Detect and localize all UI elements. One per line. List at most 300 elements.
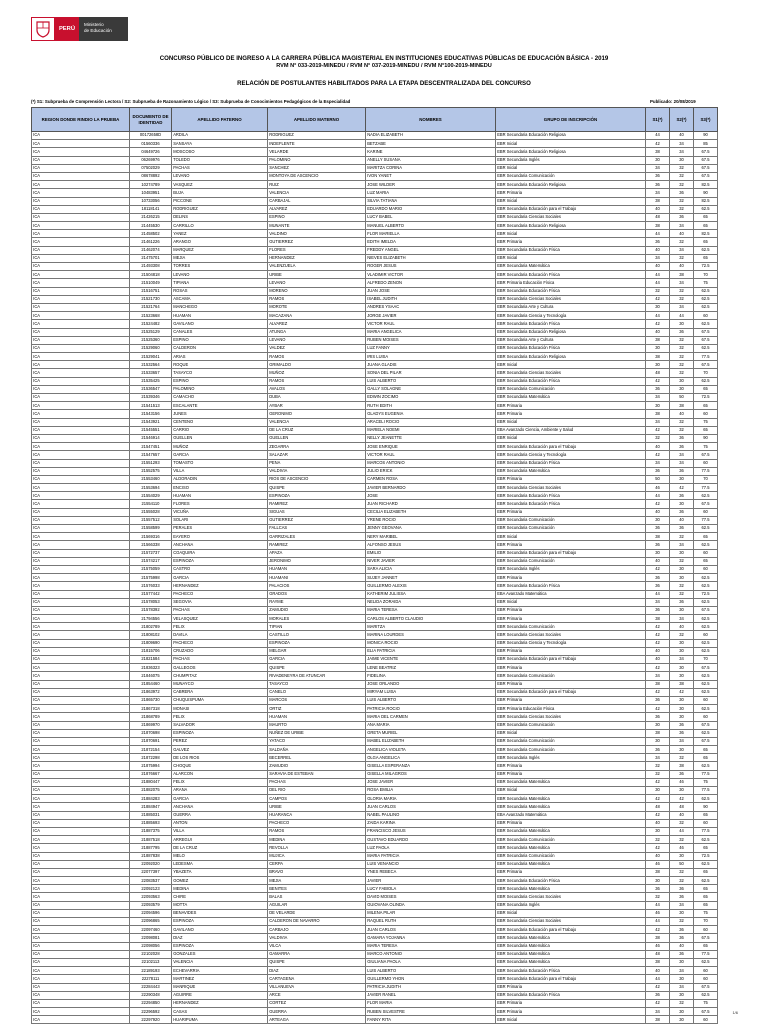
paternal-surname-cell: VELASQUEZ: [172, 615, 268, 623]
table-row: [32, 377, 718, 385]
maternal-surname-cell: ALVAREZ: [268, 205, 366, 213]
s2-cell: 40: [670, 132, 694, 140]
col-s3: S3(*): [694, 108, 718, 132]
table-row: [32, 672, 718, 680]
s3-cell: 82.5: [694, 197, 718, 205]
paternal-surname-cell: MUÑOZ: [172, 443, 268, 451]
document-cell: 21880447: [130, 778, 172, 786]
names-cell: LUZ MARIA: [366, 189, 496, 197]
group-cell: EBR Primaria: [496, 410, 646, 418]
s1-cell: 32: [646, 770, 670, 778]
names-cell: JORGE JAVIER: [366, 312, 496, 320]
region-cell: ICA: [32, 606, 130, 614]
group-cell: EBA Avanzado Ciencia, Ambiente y Salud: [496, 426, 646, 434]
group-cell: EBR Primaria: [496, 1008, 646, 1016]
s3-cell: 62.5: [694, 639, 718, 647]
table-row: [32, 664, 718, 672]
table-row: [32, 574, 718, 582]
maternal-surname-cell: GARCIA: [268, 656, 366, 664]
names-cell: GRETA MURIEL: [366, 729, 496, 737]
table-row: [32, 909, 718, 917]
s2-cell: 36: [670, 721, 694, 729]
document-cell: 22284443: [130, 983, 172, 991]
group-cell: EBR Secundaria Educación Física: [496, 500, 646, 508]
paternal-surname-cell: FELIX: [172, 713, 268, 721]
s1-cell: 40: [646, 819, 670, 827]
group-cell: EBR Secundaria Educación Física: [496, 492, 646, 500]
group-cell: EBR Secundaria Educación Física: [496, 287, 646, 295]
maternal-surname-cell: DUBA: [268, 394, 366, 402]
s3-cell: 75: [694, 279, 718, 287]
names-cell: JAVIER: [366, 877, 496, 885]
document-cell: 21854460: [130, 680, 172, 688]
maternal-surname-cell: VALENCIA: [268, 189, 366, 197]
paternal-surname-cell: ARIAS: [172, 353, 268, 361]
names-cell: EDITH IMELDA: [366, 238, 496, 246]
maternal-surname-cell: VALENCIA: [268, 418, 366, 426]
group-cell: EBR Secundaria Arte y Cultura: [496, 336, 646, 344]
table-row: [32, 303, 718, 311]
s3-cell: 70: [694, 271, 718, 279]
s2-cell: 30: [670, 606, 694, 614]
maternal-surname-cell: MORALES: [268, 615, 366, 623]
table-row: [32, 860, 718, 868]
document-cell: 18118141: [130, 205, 172, 213]
s2-cell: 48: [670, 803, 694, 811]
table-row: [32, 451, 718, 459]
table-row: [32, 942, 718, 950]
region-cell: ICA: [32, 672, 130, 680]
s3-cell: 60: [694, 1016, 718, 1024]
region-cell: ICA: [32, 942, 130, 950]
s3-cell: 65: [694, 402, 718, 410]
names-cell: FREDDY ANGEL: [366, 246, 496, 254]
s3-cell: 77.5: [694, 770, 718, 778]
s2-cell: 34: [670, 541, 694, 549]
group-cell: EBR Secundaria Comunicación: [496, 721, 646, 729]
s3-cell: 65: [694, 811, 718, 819]
names-cell: FANNY RITA: [366, 1016, 496, 1024]
group-cell: EBR Secundaria Matemática: [496, 885, 646, 893]
s1-cell: 44: [646, 279, 670, 287]
s2-cell: 30: [670, 320, 694, 328]
s1-cell: 42: [646, 377, 670, 385]
names-cell: ANDRES YSAAC: [366, 303, 496, 311]
document-cell: 21802789: [130, 623, 172, 631]
region-cell: ICA: [32, 565, 130, 573]
maternal-surname-cell: BRAVO: [268, 868, 366, 876]
s2-cell: 32: [670, 361, 694, 369]
paternal-surname-cell: CARRILLO: [172, 222, 268, 230]
document-cell: 21870698: [130, 729, 172, 737]
col-inscription-group: GRUPO DE INSCRIPCIÓN: [496, 108, 646, 132]
s1-cell: 30: [646, 787, 670, 795]
s2-cell: 40: [670, 516, 694, 524]
region-cell: ICA: [32, 623, 130, 631]
s2-cell: 30: [670, 713, 694, 721]
maternal-surname-cell: VELARDE: [268, 148, 366, 156]
names-cell: SUJEY JANNET: [366, 574, 496, 582]
group-cell: EBR Secundaria Comunicación: [496, 852, 646, 860]
paternal-surname-cell: PACHECO: [172, 590, 268, 598]
maternal-surname-cell: MUJICA: [268, 852, 366, 860]
names-cell: GUILLERMO ALEXIS: [366, 582, 496, 590]
names-cell: BETZABE: [366, 140, 496, 148]
s3-cell: 67.5: [694, 451, 718, 459]
s2-cell: 30: [670, 696, 694, 704]
table-row: [32, 1008, 718, 1016]
s1-cell: 42: [646, 565, 670, 573]
s3-cell: 65: [694, 746, 718, 754]
names-cell: JAVIER RANEL: [366, 991, 496, 999]
paternal-surname-cell: GARCIA: [172, 795, 268, 803]
maternal-surname-cell: TASAYCO: [268, 680, 366, 688]
logo-ministry-block: [79, 17, 128, 41]
s2-cell: 32: [670, 918, 694, 926]
s1-cell: 44: [646, 492, 670, 500]
s1-cell: 42: [646, 999, 670, 1007]
document-cell: 21554029: [130, 492, 172, 500]
names-cell: LENE BEATRIZ: [366, 664, 496, 672]
col-s1: S1(*): [646, 108, 670, 132]
names-cell: ANGELICA VIOLETA: [366, 746, 496, 754]
paternal-surname-cell: VASQUEZ: [172, 181, 268, 189]
group-cell: EBR Secundaria Inglés: [496, 754, 646, 762]
document-cell: 21809690: [130, 639, 172, 647]
document-cell: 21547657: [130, 451, 172, 459]
maternal-surname-cell: MACAZANA: [268, 312, 366, 320]
table-row: [32, 926, 718, 934]
maternal-surname-cell: MORENO: [268, 287, 366, 295]
region-cell: ICA: [32, 369, 130, 377]
region-cell: ICA: [32, 410, 130, 418]
s2-cell: 30: [670, 377, 694, 385]
document-cell: 21578053: [130, 598, 172, 606]
s1-cell: 42: [646, 844, 670, 852]
document-cell: 21846075: [130, 672, 172, 680]
s3-cell: 62.5: [694, 762, 718, 770]
names-cell: KARINE: [366, 148, 496, 156]
group-cell: EBA Avanzado Matemática: [496, 590, 646, 598]
document-cell: 21574217: [130, 557, 172, 565]
region-cell: ICA: [32, 885, 130, 893]
paternal-surname-cell: CENTENO: [172, 418, 268, 426]
s1-cell: 40: [646, 508, 670, 516]
group-cell: EBR Secundaria Educación para el Trabajo: [496, 549, 646, 557]
group-cell: EBR Secundaria Ciencia y Tecnología: [496, 639, 646, 647]
paternal-surname-cell: CRUZADO: [172, 647, 268, 655]
s1-cell: 40: [646, 967, 670, 975]
paternal-surname-cell: HERNANDEZ: [172, 999, 268, 1007]
s2-cell: 32: [670, 557, 694, 565]
s2-cell: 40: [670, 942, 694, 950]
s1-cell: 42: [646, 295, 670, 303]
s2-cell: 40: [670, 263, 694, 271]
s2-cell: 30: [670, 1016, 694, 1024]
table-row: [32, 991, 718, 999]
region-cell: ICA: [32, 811, 130, 819]
names-cell: NERY MARIBEL: [366, 533, 496, 541]
document-cell: 21808102: [130, 631, 172, 639]
group-cell: EBR Primaria: [496, 238, 646, 246]
table-row: [32, 696, 718, 704]
paternal-surname-cell: ESPINO: [172, 377, 268, 385]
names-cell: YNES REBECA: [366, 868, 496, 876]
maternal-surname-cell: HUAMAN: [268, 713, 366, 721]
s2-cell: 36: [670, 443, 694, 451]
group-cell: EBR Secundaria Comunicación: [496, 672, 646, 680]
maternal-surname-cell: BECERREL: [268, 754, 366, 762]
names-cell: GISELLA MILAGROS: [366, 770, 496, 778]
names-cell: ROSA EMILIA: [366, 787, 496, 795]
maternal-surname-cell: VILLANUEVA: [268, 983, 366, 991]
s2-cell: 40: [670, 410, 694, 418]
region-cell: ICA: [32, 394, 130, 402]
document-cell: 21557512: [130, 516, 172, 524]
paternal-surname-cell: GUELLEN: [172, 434, 268, 442]
group-cell: EBR Secundaria Educación para el Trabajo: [496, 926, 646, 934]
document-cell: 21887518: [130, 836, 172, 844]
group-cell: EBR Primaria: [496, 664, 646, 672]
region-cell: ICA: [32, 500, 130, 508]
s2-cell: 30: [670, 639, 694, 647]
group-cell: EBR Primaria: [496, 983, 646, 991]
table-row: [32, 140, 718, 148]
s3-cell: 65: [694, 222, 718, 230]
document-cell: 21547451: [130, 443, 172, 451]
s3-cell: 60: [694, 312, 718, 320]
s1-cell: 32: [646, 893, 670, 901]
table-row: [32, 533, 718, 541]
table-row: [32, 934, 718, 942]
region-cell: ICA: [32, 729, 130, 737]
table-row: [32, 500, 718, 508]
s1-cell: 42: [646, 320, 670, 328]
maternal-surname-cell: TIPIAN: [268, 623, 366, 631]
group-cell: EBA Avanzado Matemática: [496, 811, 646, 819]
group-cell: EBR Inicial: [496, 729, 646, 737]
names-cell: JUAN CARLOS: [366, 803, 496, 811]
table-row: [32, 287, 718, 295]
s1-cell: 38: [646, 868, 670, 876]
s2-cell: 34: [670, 279, 694, 287]
document-cell: 21461226: [130, 238, 172, 246]
document-cell: 22102028: [130, 950, 172, 958]
region-cell: ICA: [32, 303, 130, 311]
s1-cell: 30: [646, 737, 670, 745]
table-row: [32, 443, 718, 451]
maternal-surname-cell: VILCA: [268, 942, 366, 950]
document-cell: 21863972: [130, 688, 172, 696]
document-cell: 21524482: [130, 320, 172, 328]
maternal-surname-cell: DEL RIO: [268, 787, 366, 795]
table-row: [32, 369, 718, 377]
group-cell: EBR Secundaria Ciencia y Tecnología: [496, 451, 646, 459]
s3-cell: 70: [694, 918, 718, 926]
s1-cell: 40: [646, 557, 670, 565]
document-title: CONCURSO PÚBLICO DE INGRESO A LA CARRERA PÚBLICA MAGISTERIAL EN INSTITUCIONES EDUCATIVAS PÚBLICAS DE EDUCACIÓN BÁSICA - 2019: [159, 55, 609, 62]
table-row: [32, 901, 718, 909]
group-cell: EBR Primaria: [496, 508, 646, 516]
s3-cell: 62.5: [694, 647, 718, 655]
group-cell: EBR Secundaria Educación para el Trabajo: [496, 443, 646, 451]
s3-cell: 72.5: [694, 263, 718, 271]
s1-cell: 44: [646, 901, 670, 909]
names-cell: ALFREDO ZENON: [366, 279, 496, 287]
region-cell: ICA: [32, 443, 130, 451]
paternal-surname-cell: ARREGUI: [172, 836, 268, 844]
table-row: [32, 754, 718, 762]
paternal-surname-cell: LEDESMA: [172, 860, 268, 868]
region-cell: ICA: [32, 164, 130, 172]
region-cell: ICA: [32, 263, 130, 271]
document-cell: 22092020: [130, 860, 172, 868]
paternal-surname-cell: ECHEVARRIA: [172, 967, 268, 975]
document-cell: 21555028: [130, 508, 172, 516]
s3-cell: 67.5: [694, 606, 718, 614]
maternal-surname-cell: HERNANDEZ: [268, 254, 366, 262]
names-cell: LUIS ALBERTO: [366, 967, 496, 975]
s3-cell: 82.5: [694, 230, 718, 238]
paternal-surname-cell: LEVANO: [172, 271, 268, 279]
names-cell: NABEL PAULINO: [366, 811, 496, 819]
region-cell: ICA: [32, 418, 130, 426]
s3-cell: 62.5: [694, 582, 718, 590]
table-row: [32, 729, 718, 737]
s1-cell: 34: [646, 672, 670, 680]
region-cell: ICA: [32, 549, 130, 557]
document-cell: 21566338: [130, 541, 172, 549]
document-cell: 21887375: [130, 827, 172, 835]
table-row: [32, 795, 718, 803]
paternal-surname-cell: CASAS: [172, 1008, 268, 1016]
maternal-surname-cell: CANELO: [268, 688, 366, 696]
paternal-surname-cell: MELO: [172, 852, 268, 860]
group-cell: EBR Secundaria Comunicación: [496, 385, 646, 393]
names-cell: MIRYAM LUISA: [366, 688, 496, 696]
names-cell: CARMEN ROSA: [366, 475, 496, 483]
document-cell: 21836323: [130, 664, 172, 672]
s3-cell: 77.5: [694, 787, 718, 795]
document-cell: 00172658D: [130, 132, 172, 140]
maternal-surname-cell: HUAMANI: [268, 574, 366, 582]
s2-cell: 32: [670, 197, 694, 205]
s2-cell: 32: [670, 205, 694, 213]
region-cell: ICA: [32, 795, 130, 803]
group-cell: EBR Secundaria Matemática: [496, 958, 646, 966]
s1-cell: 36: [646, 746, 670, 754]
s3-cell: 62.5: [694, 574, 718, 582]
logo-ministry-line1: Ministerio: [84, 22, 104, 27]
document-cell: 22290348: [130, 991, 172, 999]
s1-cell: 34: [646, 394, 670, 402]
group-cell: EBR Secundaria Educación para el Trabajo: [496, 688, 646, 696]
s3-cell: 72.5: [694, 394, 718, 402]
s1-cell: 34: [646, 254, 670, 262]
table-row: [32, 967, 718, 975]
group-cell: EBR Secundaria Matemática: [496, 844, 646, 852]
s2-cell: 34: [670, 140, 694, 148]
s3-cell: 75: [694, 909, 718, 917]
names-cell: MARIA TERESA: [366, 606, 496, 614]
s1-cell: 42: [646, 426, 670, 434]
table-row: [32, 132, 718, 140]
names-cell: RUBEN MOISES: [366, 336, 496, 344]
s1-cell: 34: [646, 189, 670, 197]
names-cell: MANUEL ALBERTO: [366, 222, 496, 230]
names-cell: JOSE ORLANDO: [366, 680, 496, 688]
s3-cell: 77.5: [694, 484, 718, 492]
table-row: [32, 778, 718, 786]
group-cell: EBR Secundaria Educación Física: [496, 967, 646, 975]
s1-cell: 30: [646, 516, 670, 524]
s3-cell: 77.5: [694, 467, 718, 475]
s2-cell: 32: [670, 590, 694, 598]
maternal-surname-cell: FLORES: [268, 246, 366, 254]
s2-cell: 32: [670, 868, 694, 876]
group-cell: EBR Inicial: [496, 197, 646, 205]
s3-cell: 65: [694, 942, 718, 950]
paternal-surname-cell: CHUMPITAZ: [172, 672, 268, 680]
s2-cell: 38: [670, 402, 694, 410]
s3-cell: 65: [694, 213, 718, 221]
document-cell: 21493308: [130, 263, 172, 271]
names-cell: LUCY BABEL: [366, 213, 496, 221]
paternal-surname-cell: MOTTA: [172, 901, 268, 909]
region-cell: ICA: [32, 574, 130, 582]
paternal-surname-cell: PACHECO: [172, 639, 268, 647]
names-cell: MARIA ANGELICA: [366, 328, 496, 336]
maternal-surname-cell: DIAZ: [268, 967, 366, 975]
s1-cell: 42: [646, 983, 670, 991]
paternal-surname-cell: ROSAS: [172, 287, 268, 295]
s2-cell: 32: [670, 877, 694, 885]
table-row: [32, 639, 718, 647]
paternal-surname-cell: PICCONE: [172, 197, 268, 205]
paternal-surname-cell: AGUIRRE: [172, 991, 268, 999]
col-paternal-surname: APELLIDO PATERNO: [172, 108, 268, 132]
table-row: [32, 582, 718, 590]
region-cell: ICA: [32, 836, 130, 844]
maternal-surname-cell: REVOLLA: [268, 844, 366, 852]
table-row: [32, 844, 718, 852]
s2-cell: 34: [670, 222, 694, 230]
names-cell: GIULIANA PAOLA: [366, 958, 496, 966]
document-cell: 21445530: [130, 222, 172, 230]
group-cell: EBR Primaria: [496, 999, 646, 1007]
group-cell: EBR Primaria: [496, 680, 646, 688]
s2-cell: 30: [670, 500, 694, 508]
group-cell: EBR Inicial: [496, 434, 646, 442]
s1-cell: 38: [646, 410, 670, 418]
s2-cell: 30: [670, 565, 694, 573]
paternal-surname-cell: GARCIA: [172, 574, 268, 582]
group-cell: EBR Primaria: [496, 819, 646, 827]
paternal-surname-cell: FELIX: [172, 778, 268, 786]
region-cell: ICA: [32, 344, 130, 352]
region-cell: ICA: [32, 737, 130, 745]
s3-cell: 67.5: [694, 148, 718, 156]
s3-cell: 90: [694, 434, 718, 442]
names-cell: NELIDA ZORAIDA: [366, 598, 496, 606]
region-cell: ICA: [32, 901, 130, 909]
s3-cell: 62.5: [694, 598, 718, 606]
paternal-surname-cell: ALDORADIN: [172, 475, 268, 483]
group-cell: EBR Inicial: [496, 164, 646, 172]
table-row: [32, 680, 718, 688]
group-cell: EBR Primaria Educación Física: [496, 279, 646, 287]
maternal-surname-cell: FALLCAS: [268, 525, 366, 533]
